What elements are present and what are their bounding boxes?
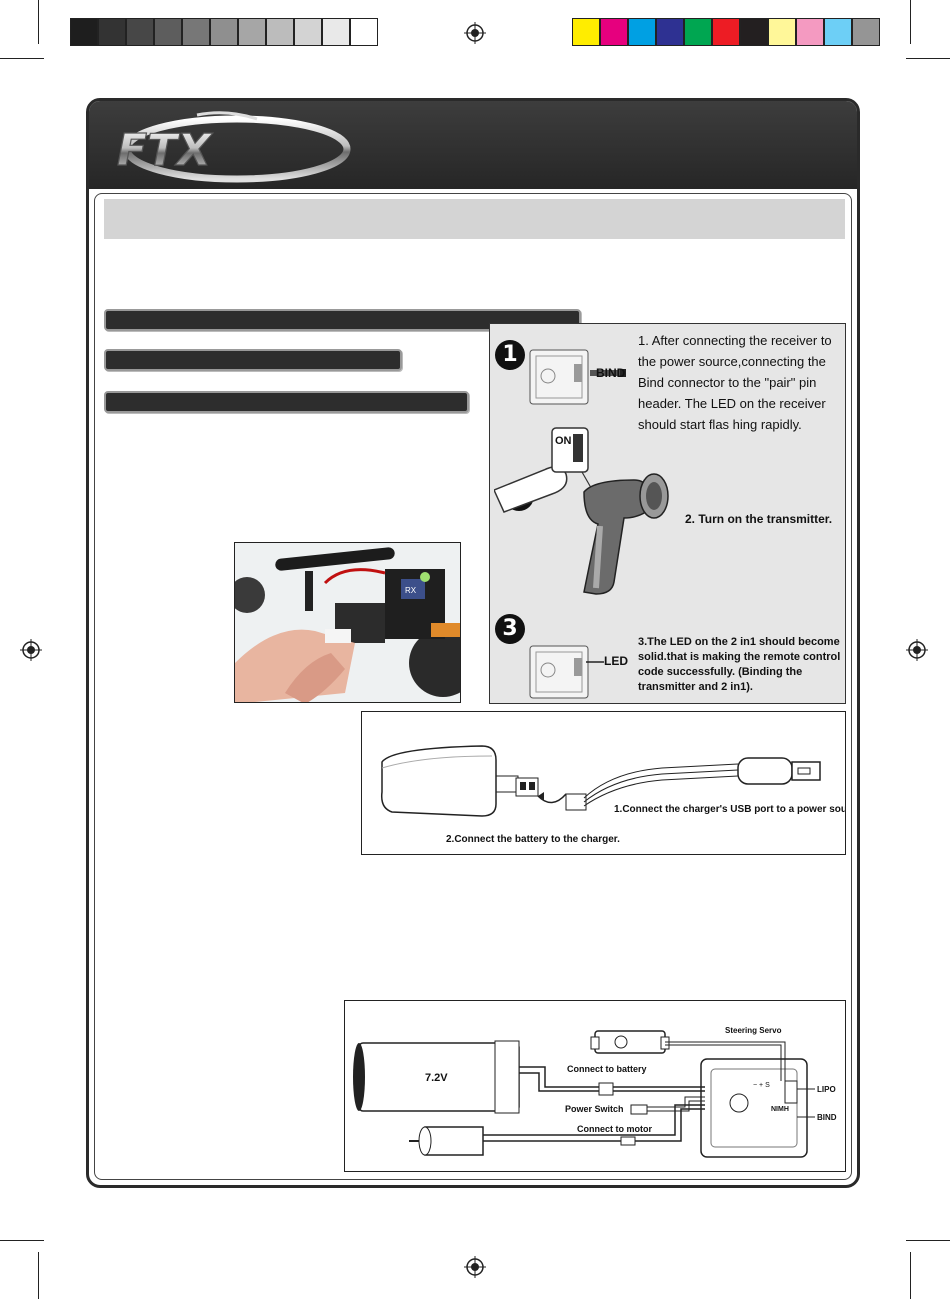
- crop-mark: [0, 1240, 44, 1241]
- crop-mark: [910, 1252, 911, 1299]
- wiring-panel: [344, 1000, 846, 1172]
- charger-step1-text: 1.Connect the charger's USB port to a power source.: [614, 804, 845, 815]
- color-swatch: [740, 18, 768, 46]
- heading-bar: [104, 391, 469, 413]
- nimh-label: NIMH: [771, 1106, 789, 1113]
- step-badge-3: 3: [495, 614, 525, 644]
- transmitter-icon: [574, 462, 674, 602]
- lipo-label: LIPO: [817, 1085, 836, 1094]
- section-title-bar: [104, 199, 845, 239]
- logo-text: FTX: [117, 125, 211, 176]
- ftx-logo-icon: [97, 107, 357, 185]
- grey-swatch: [70, 18, 98, 46]
- binding-panel: [489, 323, 846, 704]
- grey-swatch: [350, 18, 378, 46]
- step1-text: 1. After connecting the receiver to the power source,connecting the Bind connector to the "pair" pin header. The LED on the receiver should start flas hing rapidly.: [638, 333, 832, 432]
- header-band: [89, 101, 857, 189]
- power-switch-label: Power Switch: [565, 1104, 624, 1114]
- color-swatch: [796, 18, 824, 46]
- on-label: ON: [555, 435, 572, 447]
- color-swatch: [712, 18, 740, 46]
- grey-swatch: [322, 18, 350, 46]
- charger-step2-text: 2.Connect the battery to the charger.: [446, 834, 620, 845]
- step3-text: 3.The LED on the 2 in1 should become solid.that is making the remote control code successfully. (Binding the transmitter and 2 in1).: [638, 636, 841, 693]
- photo-label: RX: [405, 586, 417, 595]
- pin-label: − + S: [753, 1082, 770, 1089]
- receiver-led-icon: [528, 644, 604, 700]
- connect-battery-label: Connect to battery: [567, 1064, 647, 1074]
- color-swatch: [824, 18, 852, 46]
- crop-mark: [38, 1252, 39, 1299]
- step-badge-1: 1: [495, 340, 525, 370]
- steering-servo-label: Steering Servo: [725, 1026, 782, 1035]
- led-label: LED: [604, 654, 628, 668]
- grey-swatch: [238, 18, 266, 46]
- crop-mark: [906, 58, 950, 59]
- color-swatch: [628, 18, 656, 46]
- registration-mark-icon: [20, 639, 42, 661]
- connect-motor-label: Connect to motor: [577, 1124, 652, 1134]
- color-swatch: [600, 18, 628, 46]
- color-swatch: [572, 18, 600, 46]
- charger-diagram-icon: [362, 712, 845, 854]
- grey-swatch: [126, 18, 154, 46]
- grey-swatch: [266, 18, 294, 46]
- receiver-photo: [234, 542, 461, 703]
- grey-swatch: [294, 18, 322, 46]
- color-swatch: [852, 18, 880, 46]
- step2-text: 2. Turn on the transmitter.: [685, 512, 833, 526]
- heading-bar: [104, 349, 402, 371]
- photo-illustration-icon: [235, 543, 461, 703]
- grey-swatch: [98, 18, 126, 46]
- color-swatch: [656, 18, 684, 46]
- grey-swatch: [154, 18, 182, 46]
- crop-mark: [910, 0, 911, 44]
- crop-mark: [38, 0, 39, 44]
- grey-swatch: [182, 18, 210, 46]
- registration-mark-icon: [464, 22, 486, 44]
- registration-mark-icon: [906, 639, 928, 661]
- bind-label: BIND: [596, 366, 626, 380]
- crop-mark: [0, 58, 44, 59]
- battery-label: 7.2V: [425, 1072, 448, 1084]
- wiring-diagram-icon: [345, 1001, 845, 1171]
- charger-panel: [361, 711, 846, 855]
- bind-label-wiring: BIND: [817, 1113, 837, 1122]
- color-swatch: [684, 18, 712, 46]
- registration-mark-icon: [464, 1256, 486, 1278]
- grey-swatch: [210, 18, 238, 46]
- color-swatch: [768, 18, 796, 46]
- crop-mark: [906, 1240, 950, 1241]
